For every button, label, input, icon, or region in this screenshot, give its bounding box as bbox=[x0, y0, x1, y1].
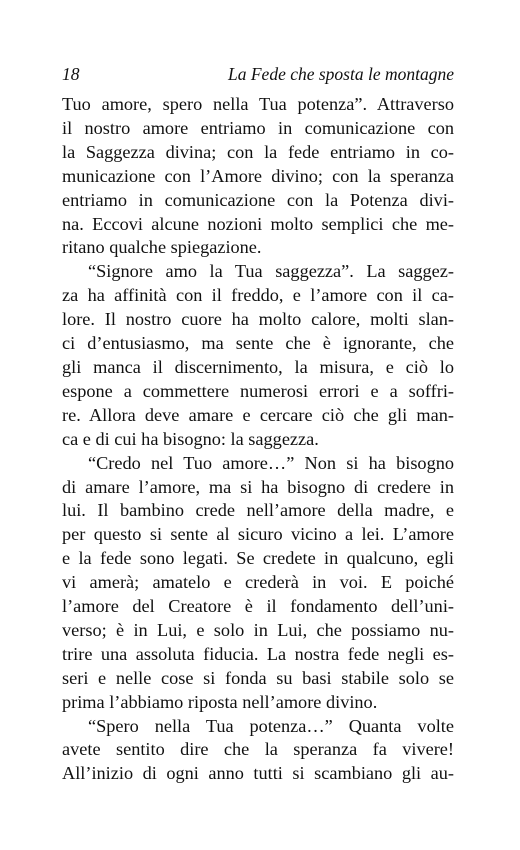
body-text bbox=[62, 93, 454, 786]
text-line: ritano qualche spiegazione. bbox=[62, 237, 262, 258]
text-line: Tuo amore, spero nella Tua potenza”. Attraverso bbox=[62, 94, 454, 114]
text-line: avete sentito dire che la speranza fa vivere! bbox=[62, 739, 454, 760]
text-line: re. Allora deve amare e cercare ciò che gli man- bbox=[62, 404, 454, 425]
text-line: vi amerà; amatelo e crederà in voi. E poiché bbox=[62, 572, 454, 593]
text-line: “Spero nella Tua potenza…” Quanta volte bbox=[88, 715, 454, 736]
text-line: All’inizio di ogni anno tutti si scambiano gli au- bbox=[62, 763, 454, 784]
text-line: municazione con l’Amore divino; con la speranza bbox=[62, 165, 454, 186]
text-line: ca e di cui ha bisogno: la saggezza. bbox=[62, 428, 319, 449]
text-line: gli manca il discernimento, la misura, e ciò lo bbox=[62, 356, 454, 377]
text-line: seri e nelle cose si fonda su basi stabile solo se bbox=[62, 667, 454, 688]
text-line: e la fede sono legati. Se credete in qualcuno, egli bbox=[62, 548, 454, 569]
text-line: espone a commettere numerosi errori e a soffri- bbox=[62, 380, 454, 401]
text-line: prima l’abbiamo riposta nell’amore divino. bbox=[62, 691, 378, 712]
page-number: 18 bbox=[62, 64, 80, 84]
running-title: La Fede che sposta le montagne bbox=[228, 64, 454, 84]
text-line: lore. Il nostro cuore ha molto calore, molti slan- bbox=[62, 309, 454, 330]
text-line: na. Eccovi alcune nozioni molto semplici che me- bbox=[62, 213, 454, 234]
text-line: di amare l’amore, ma si ha bisogno di credere in bbox=[62, 476, 454, 497]
text-line: il nostro amore entriamo in comunicazione con bbox=[62, 117, 454, 138]
running-header bbox=[62, 62, 454, 88]
text-line: ci d’entusiasmo, ma sente che è ignorante, che bbox=[62, 333, 454, 354]
book-page bbox=[62, 62, 454, 786]
text-line: la Saggezza divina; con la fede entriamo in co- bbox=[62, 141, 454, 162]
text-line: entriamo in comunicazione con la Potenza divi- bbox=[62, 189, 454, 210]
text-line: “Signore amo la Tua saggezza”. La saggez- bbox=[88, 261, 454, 282]
text-line: per questo si sente al sicuro vicino a lei. L’amore bbox=[62, 524, 454, 545]
text-line: za ha affinità con il freddo, e l’amore con il ca- bbox=[62, 285, 454, 306]
text-line: l’amore del Creatore è il fondamento dell’uni- bbox=[62, 596, 454, 617]
text-line: trire una assoluta fiducia. La nostra fede negli es- bbox=[62, 643, 454, 664]
text-line: verso; è in Lui, e solo in Lui, che possiamo nu- bbox=[62, 619, 454, 640]
text-line: lui. Il bambino crede nell’amore della madre, e bbox=[62, 500, 454, 521]
text-line: “Credo nel Tuo amore…” Non si ha bisogno bbox=[88, 452, 454, 473]
